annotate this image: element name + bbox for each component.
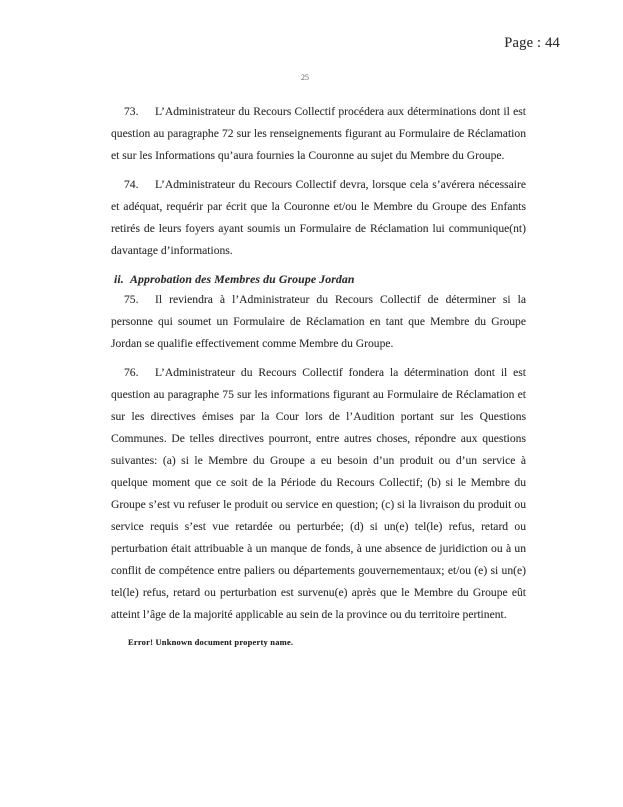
paragraph-number: 74.	[124, 178, 139, 191]
paragraph-number: 75.	[124, 293, 139, 306]
paragraph-text: L’Administrateur du Recours Collectif fondera la détermination dont il est question au paragraphe 75 sur les informations figurant au Formulaire de Réclamation et sur les directives émises par la Cour lors de l’Audition portant sur les Questions Communes. De telles directives pourront, entre autres choses, répondre aux questions suivantes: (a) si le Membre du Groupe a eu besoin d’un produit ou d’un service à quelque moment que ce soit de la Période du Recours Collectif; (b) si le Membre du Groupe s’est vu refuser le produit ou service en question; (c) si la livraison du produit ou service requis s’est vue retardée ou perturbée; (d) si un(e) tel(le) refus, retard ou perturbation était attribuable à un manque de fonds, à une absence de juridiction ou à un conflit de compétence entre paliers ou départements gouvernementaux; et/ou (e) si un(e) tel(le) refus, retard ou perturbation est survenu(e) après que le Membre du Groupe eût atteint l’âge de la majorité applicable au sein de la province ou du territoire pertinent.	[111, 366, 526, 621]
document-body	[111, 101, 526, 633]
paragraph-text: Il reviendra à l’Administrateur du Recours Collectif de déterminer si la personne qui soumet un Formulaire de Réclamation en tant que Membre du Groupe Jordan se qualifie effectivement comme Membre du Groupe.	[111, 293, 526, 350]
paragraph-74	[111, 174, 526, 262]
header-page-label: Page : 44	[504, 35, 560, 51]
paragraph-number: 73.	[124, 105, 139, 118]
paragraph-number: 76.	[124, 366, 139, 379]
section-heading-numeral: ii.	[114, 272, 124, 286]
paragraph-76	[111, 362, 526, 626]
paragraph-75	[111, 289, 526, 355]
section-heading-text: Approbation des Membres du Groupe Jordan	[130, 272, 355, 286]
paragraph-73	[111, 101, 526, 167]
inner-page-number: 25	[301, 73, 309, 82]
section-heading	[111, 269, 526, 289]
paragraph-text: L’Administrateur du Recours Collectif devra, lorsque cela s’avérera nécessaire et adéquat, requérir par écrit que la Couronne et/ou le Membre du Groupe des Enfants retirés de leurs foyers ayant soumis un Formulaire de Réclamation lui communique(nt) davantage d’informations.	[111, 178, 526, 257]
footer-error-text: Error! Unknown document property name.	[128, 637, 294, 647]
paragraph-text: L’Administrateur du Recours Collectif procédera aux déterminations dont il est question au paragraphe 72 sur les renseignements figurant au Formulaire de Réclamation et sur les Informations qu’aura fournies la Couronne au sujet du Membre du Groupe.	[111, 105, 526, 162]
